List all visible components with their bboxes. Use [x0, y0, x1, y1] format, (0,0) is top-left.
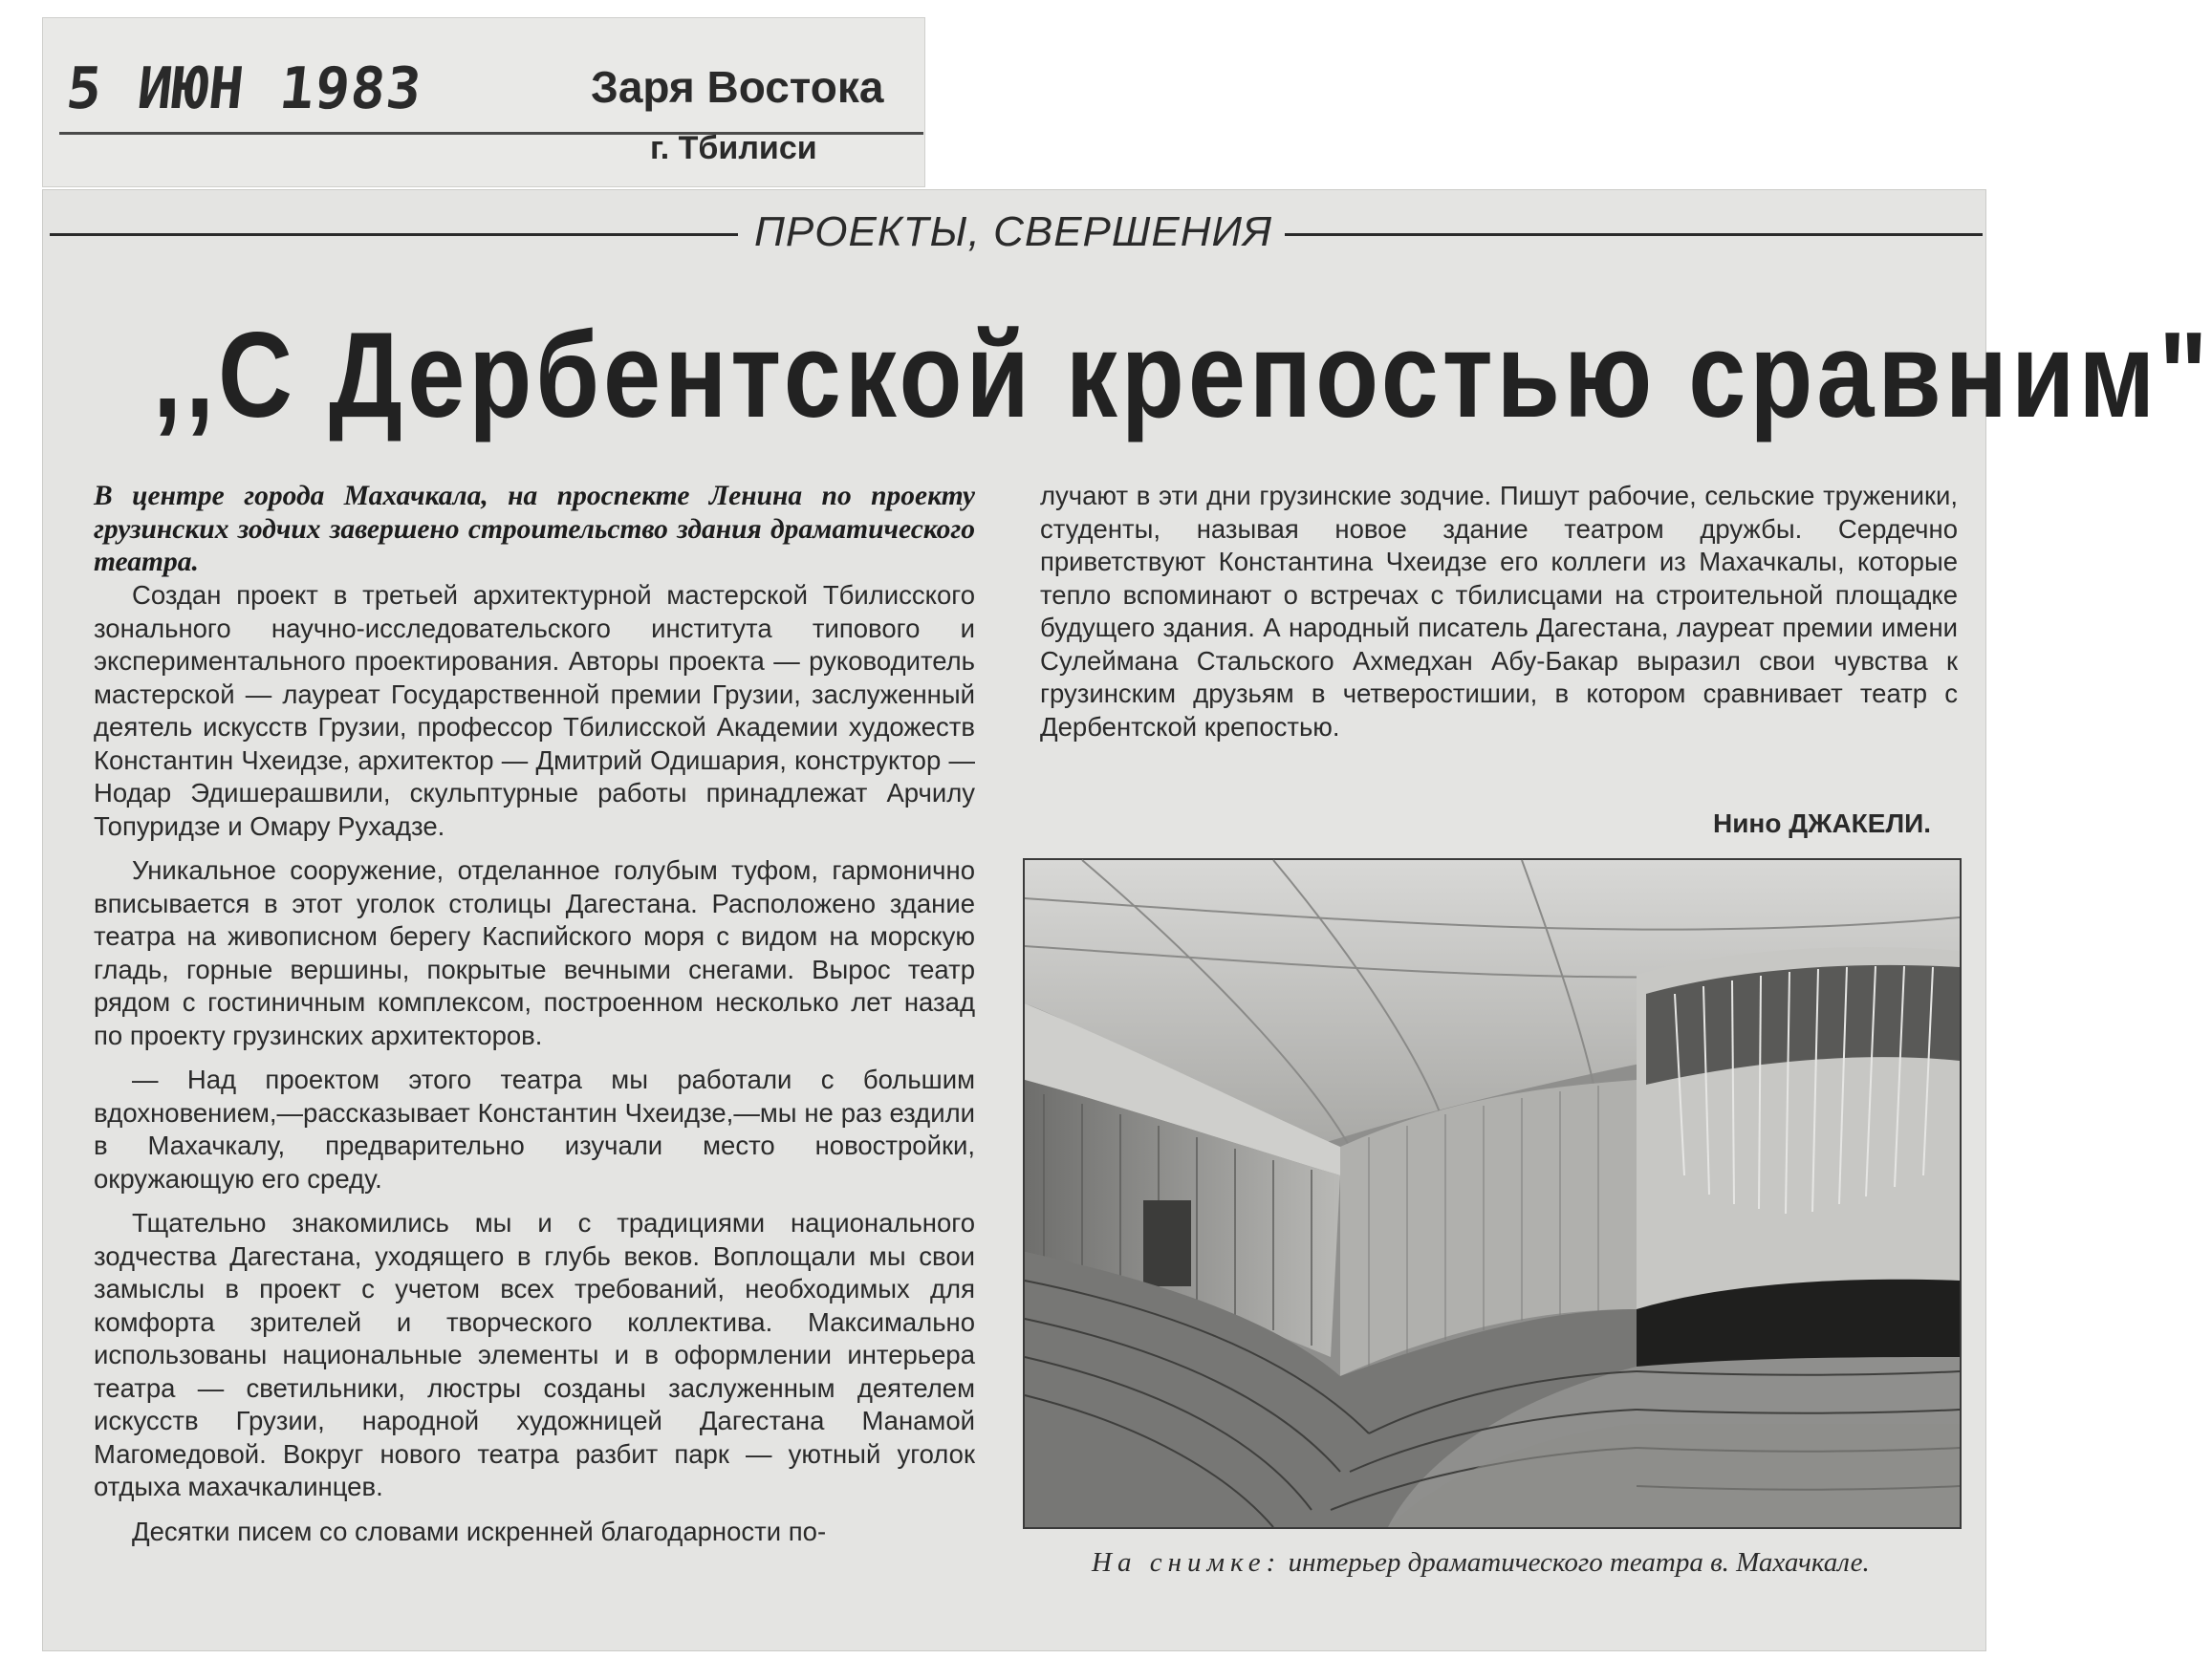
caption-text: интерьер драматического театра в. Махачкале.	[1288, 1547, 1870, 1578]
rubric-rule-right	[1285, 233, 1983, 236]
article-column-left	[94, 579, 975, 1548]
paragraph: Тщательно знакомились мы и с традициями национального зодчества Дагестана, уходящего в глубь веков. Воплощали мы свои замыслы в проект с учетом всех требований, необходимых для комфорта зрителей и творческого коллектива. Максимально использованы национальные элементы и в оформлении интерьера театра — светильники, люстры созданы заслуженным деятелем искусств Грузии, народной художницей Дагестана Манамой Магомедовой. Вокруг нового театра разбит парк — уютный уголок отдыха махачкалинцев.	[94, 1208, 975, 1501]
author-signature: Нино ДЖАКЕЛИ.	[1712, 808, 1931, 838]
rubric	[42, 208, 1983, 262]
article-headline: ,,С Дербентской крепостью сравним"	[153, 306, 2212, 443]
theatre-interior-photo	[1023, 858, 1962, 1529]
newspaper-city: г. Тбилиси	[650, 130, 817, 166]
paragraph: лучают в эти дни грузинские зодчие. Пишут рабочие, сельские труженики, студенты, называя новое здание театром дружбы. Сердечно приветствуют Константина Чхеидзе его коллеги из Махачкалы, которые тепло вспоминают о встречах с тбилисцами на строительной площадке будущего здания. А народный писатель Дагестана, лауреат премии имени Сулеймана Стальского Ахмедхан Абу-Бакар выразил свои чувства к грузинским друзьям в четверостишии, в котором сравнивает театр с Дербентской крепостью.	[1040, 481, 1958, 742]
paragraph: Уникальное сооружение, отделанное голубым туфом, гармонично вписывается в этот уголок столицы Дагестана. Расположено здание театра на живописном берегу Каспийского моря с видом на морскую гладь, горные вершины, покрытые вечными снегами. Вырос театр рядом с гостиничным комплексом, построенном несколько лет назад по проекту грузинских архитекторов.	[94, 855, 975, 1050]
paragraph: Создан проект в третьей архитектурной мастерской Тбилисского зонального научно-исследовательского института типового и экспериментального проектирования. Авторы проекта — руководитель мастерской — лауреат Государственной премии Грузии, заслуженный деятель искусств Грузии, профессор Тбилисской Академии художеств Константин Чхеидзе, архитектор — Дмитрий Одишария, конструктор — Нодар Эдишерашвили, скульптурные работы принадлежат Арчилу Топуридзе и Омару Рухадзе.	[94, 580, 975, 841]
newspaper-name: Заря Востока	[591, 62, 884, 112]
paragraph: Десятки писем со словами искренней благодарности по-	[132, 1516, 827, 1546]
rubric-rule-left	[50, 233, 738, 236]
paragraph: — Над проектом этого театра мы работали с большим вдохновением,—рассказывает Константин Чхеидзе,—мы не раз ездили в Махачкалу, предварительно изучали место новостройки, окружающую его среду.	[94, 1065, 975, 1194]
photo-caption	[1092, 1544, 1962, 1581]
date-stamp: 5 ИЮН 1983	[63, 55, 425, 122]
caption-label: На снимке:	[1092, 1547, 1282, 1578]
article-column-right	[1040, 480, 1958, 743]
article-lead: В центре города Махачкала, на проспекте Ленина по проекту грузинских зодчих завершено строительство здания драматического театра.	[94, 481, 975, 577]
rubric-title: ПРОЕКТЫ, СВЕРШЕНИЯ	[754, 208, 1272, 255]
